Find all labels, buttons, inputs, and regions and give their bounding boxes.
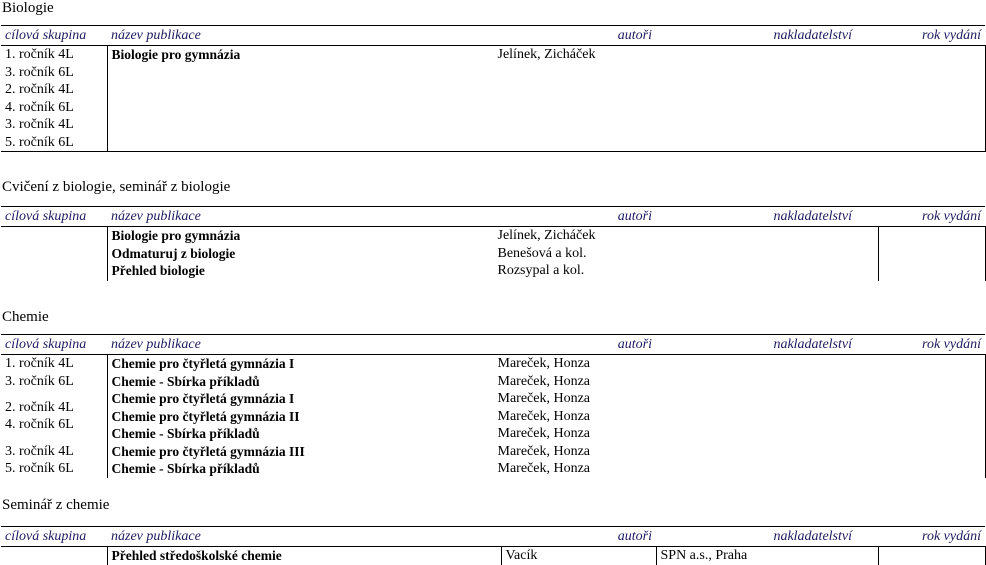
col-header-title: název publikace — [107, 527, 501, 547]
publication-authors: Mareček, Honza — [497, 356, 591, 371]
table-header — [1, 335, 985, 355]
section-title-seminar-chemie: Seminář z chemie — [2, 497, 110, 513]
year-cell — [878, 46, 985, 152]
publication-authors: Mareček, Honza — [497, 461, 591, 476]
group-cell — [1, 390, 107, 443]
table-biologie — [1, 25, 986, 152]
col-header-authors: autoři — [501, 26, 656, 46]
publication-authors: Rozsypal a kol. — [497, 263, 585, 278]
table-row — [1, 46, 985, 152]
group-item: 4. ročník 6L — [5, 99, 74, 115]
publication-authors: Mareček, Honza — [497, 443, 591, 459]
publication-title: Přehled středoškolské chemie — [107, 547, 501, 565]
section-title-biologie: Biologie — [2, 0, 54, 16]
title-cell — [107, 390, 656, 443]
publication-title: Biologie pro gymnázia — [111, 47, 241, 62]
col-header-authors: autoři — [501, 527, 656, 547]
year-cell — [878, 390, 985, 443]
group-cell — [1, 46, 107, 152]
group-item: 3. ročník 4L — [5, 443, 74, 459]
publication-title: Chemie - Sbírka příkladů — [111, 373, 260, 389]
publication-title: Chemie pro čtyřletá gymnázia III — [111, 443, 305, 459]
group-item: 3. ročník 4L — [5, 117, 74, 132]
group-item: 3. ročník 6L — [5, 64, 74, 80]
publication-authors: Mareček, Honza — [497, 426, 591, 441]
publisher-cell — [656, 46, 878, 152]
group-cell — [1, 355, 107, 391]
year-cell — [878, 443, 985, 478]
year-cell — [878, 547, 985, 565]
publication-title: Odmaturuj z biologie — [111, 245, 236, 261]
section-title-cviceni: Cvičení z biologie, seminář z biologie — [2, 179, 231, 195]
group-item: 1. ročník 4L — [5, 356, 74, 371]
col-header-authors: autoři — [501, 207, 656, 227]
col-header-publisher: nakladatelství — [656, 26, 878, 46]
col-header-group: cílová skupina — [1, 207, 107, 227]
col-header-year: rok vydání — [878, 527, 985, 547]
publication-title: Přehled biologie — [111, 263, 205, 278]
col-header-publisher: nakladatelství — [656, 335, 878, 355]
col-header-year: rok vydání — [878, 335, 985, 355]
publisher-cell — [656, 227, 878, 282]
group-cell — [1, 443, 107, 478]
group-item: 2. ročník 4L — [5, 399, 74, 415]
publication-title: Chemie - Sbírka příkladů — [111, 461, 260, 476]
publisher-cell — [656, 443, 878, 478]
group-cell — [1, 227, 107, 282]
table-header — [1, 527, 985, 547]
col-header-publisher: nakladatelství — [656, 527, 878, 547]
col-header-group: cílová skupina — [1, 26, 107, 46]
table-row — [1, 355, 985, 391]
col-header-title: název publikace — [107, 207, 501, 227]
table-row — [1, 227, 985, 282]
publisher-cell — [656, 355, 878, 391]
publication-title: Biologie pro gymnázia — [111, 228, 241, 243]
col-header-title: název publikace — [107, 335, 501, 355]
section-title-chemie: Chemie — [2, 309, 49, 325]
col-header-group: cílová skupina — [1, 335, 107, 355]
title-cell — [107, 46, 656, 152]
group-item: 5. ročník 6L — [5, 461, 74, 476]
col-header-title: název publikace — [107, 26, 501, 46]
table-cviceni — [1, 206, 986, 281]
group-cell — [1, 547, 107, 565]
publication-title: Chemie pro čtyřletá gymnázia I — [111, 391, 295, 406]
year-cell — [878, 227, 985, 282]
publisher-cell: SPN a.s., Praha — [656, 547, 878, 565]
table-row — [1, 443, 985, 478]
title-cell — [107, 355, 656, 391]
table-row — [1, 547, 985, 565]
table-header — [1, 26, 985, 46]
col-header-publisher: nakladatelství — [656, 207, 878, 227]
publication-authors: Vacík — [501, 547, 656, 565]
table-header — [1, 207, 985, 227]
publication-authors: Mareček, Honza — [497, 373, 591, 389]
table-seminar-chemie — [1, 526, 986, 565]
col-header-group: cílová skupina — [1, 527, 107, 547]
publication-title: Chemie pro čtyřletá gymnázia II — [111, 408, 300, 424]
publication-title: Chemie pro čtyřletá gymnázia I — [111, 356, 295, 371]
publication-authors: Mareček, Honza — [497, 408, 591, 424]
table-chemie — [1, 334, 986, 478]
group-item: 1. ročník 4L — [5, 47, 74, 62]
col-header-year: rok vydání — [878, 207, 985, 227]
publication-authors: Benešová a kol. — [497, 245, 587, 261]
group-item: 3. ročník 6L — [5, 373, 74, 389]
publication-authors: Jelínek, Zicháček — [497, 47, 596, 62]
year-cell — [878, 355, 985, 391]
table-row — [1, 390, 985, 443]
publication-authors: Jelínek, Zicháček — [497, 228, 596, 243]
title-cell — [107, 443, 656, 478]
group-item: 2. ročník 4L — [5, 82, 74, 97]
group-item: 4. ročník 6L — [5, 417, 74, 433]
col-header-authors: autoři — [501, 335, 656, 355]
group-item: 5. ročník 6L — [5, 134, 74, 150]
col-header-year: rok vydání — [878, 26, 985, 46]
publication-authors: Mareček, Honza — [497, 391, 591, 406]
publisher-cell — [656, 390, 878, 443]
title-cell — [107, 227, 656, 282]
publication-title: Chemie - Sbírka příkladů — [111, 426, 260, 441]
